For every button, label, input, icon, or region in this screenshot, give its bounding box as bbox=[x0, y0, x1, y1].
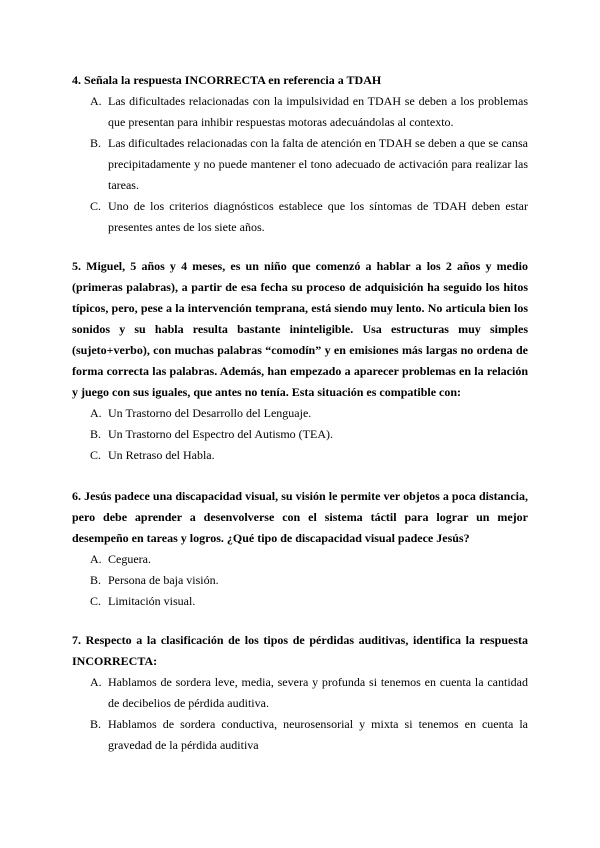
option-text: Hablamos de sordera leve, media, severa y profunda si tenemos en cuenta la cantidad de decibelios de pérdida auditiva. bbox=[108, 675, 528, 710]
question-stem: 6. Jesús padece una discapacidad visual, su visión le permite ver objetos a poca distancia, pero debe aprender a desenvolverse con el sistema táctil para lograr un mejor desempeño en tareas y logros. ¿Qué tipo de discapacidad visual padece Jesús? bbox=[72, 489, 528, 545]
answer-option-b bbox=[72, 570, 528, 591]
answer-options bbox=[72, 549, 528, 612]
option-letter: C. bbox=[90, 448, 102, 462]
question-stem: 7. Respecto a la clasificación de los tipos de pérdidas auditivas, identifica la respuesta INCORRECTA: bbox=[72, 633, 528, 668]
answer-option-c bbox=[72, 196, 528, 238]
option-text: Las dificultades relacionadas con la impulsividad en TDAH se deben a los problemas que presentan para inhibir respuestas motoras adecuándolas al contexto. bbox=[108, 94, 528, 129]
option-text: Hablamos de sordera conductiva, neurosensorial y mixta si tenemos en cuenta la gravedad de la pérdida auditiva bbox=[108, 717, 528, 752]
answer-option-a bbox=[72, 91, 528, 133]
option-letter: B. bbox=[90, 573, 102, 587]
answer-option-b bbox=[72, 714, 528, 756]
option-letter: B. bbox=[90, 427, 102, 441]
question-stem: 4. Señala la respuesta INCORRECTA en referencia a TDAH bbox=[72, 73, 382, 87]
question-4 bbox=[72, 70, 528, 238]
option-letter: B. bbox=[90, 717, 102, 731]
answer-options bbox=[72, 403, 528, 466]
question-stem: 5. Miguel, 5 años y 4 meses, es un niño que comenzó a hablar a los 2 años y medio (primeras palabras), a partir de esa fecha su proceso de adquisición ha seguido los hitos típicos, pero, pese a la intervención temprana, está siendo muy lento. No articula bien los sonidos y su habla resulta bastante ininteligible. Usa estructuras muy simples (sujeto+verbo), con muchas palabras “comodín” y en emisiones más largas no ordena de forma correcta las palabras. Además, han empezado a aparecer problemas en la relación y juego con sus iguales, que antes no tenía. Esta situación es compatible con: bbox=[72, 259, 528, 399]
option-text: Un Retraso del Habla. bbox=[108, 448, 215, 462]
question-6 bbox=[72, 486, 528, 612]
option-text: Limitación visual. bbox=[108, 594, 196, 608]
answer-option-c bbox=[72, 591, 528, 612]
option-text: Ceguera. bbox=[108, 552, 151, 566]
answer-option-a bbox=[72, 403, 528, 424]
answer-option-a bbox=[72, 672, 528, 714]
answer-option-b bbox=[72, 133, 528, 196]
question-5 bbox=[72, 256, 528, 466]
option-letter: A. bbox=[90, 94, 102, 108]
answer-option-a bbox=[72, 549, 528, 570]
answer-options bbox=[72, 672, 528, 756]
question-7 bbox=[72, 630, 528, 756]
answer-option-b bbox=[72, 424, 528, 445]
option-letter: A. bbox=[90, 406, 102, 420]
option-text: Un Trastorno del Desarrollo del Lenguaje. bbox=[108, 406, 312, 420]
answer-options bbox=[72, 91, 528, 238]
option-letter: C. bbox=[90, 199, 102, 213]
option-letter: A. bbox=[90, 552, 102, 566]
option-text: Las dificultades relacionadas con la falta de atención en TDAH se deben a que se cansa precipitadamente y no puede mantener el tono adecuado de activación para realizar las tareas. bbox=[108, 136, 528, 192]
option-text: Uno de los criterios diagnósticos establece que los síntomas de TDAH deben estar presentes antes de los siete años. bbox=[108, 199, 528, 234]
answer-option-c bbox=[72, 445, 528, 466]
option-text: Persona de baja visión. bbox=[108, 573, 219, 587]
option-letter: C. bbox=[90, 594, 102, 608]
option-text: Un Trastorno del Espectro del Autismo (TEA). bbox=[108, 427, 333, 441]
option-letter: A. bbox=[90, 675, 102, 689]
option-letter: B. bbox=[90, 136, 102, 150]
